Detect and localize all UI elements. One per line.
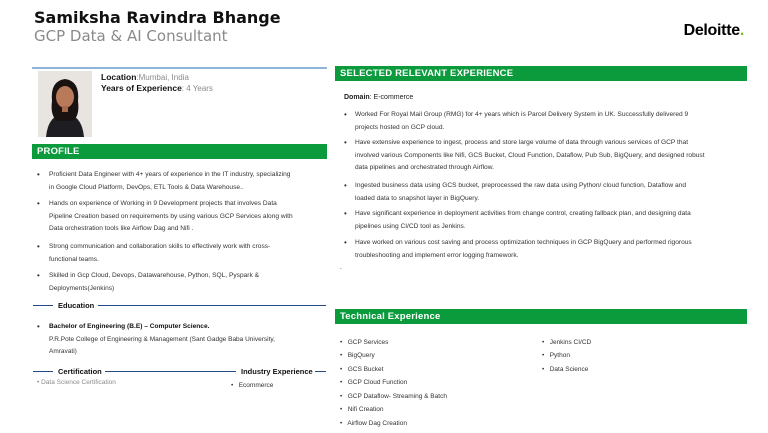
industry-item: • Ecommerce [231, 382, 274, 389]
education-header: Education [58, 301, 95, 310]
bullet-line: Data orchestration tools like Airflow Dag and Nifi . [49, 225, 194, 232]
certification-header: Certification [58, 367, 102, 376]
logo-dot: . [739, 22, 744, 39]
profile-header: PROFILE [32, 144, 327, 159]
location-label: Location [101, 72, 137, 82]
tech-text: GCP Dataflow- Streaming & Batch [347, 393, 447, 400]
domain-label: Domain [344, 94, 370, 101]
tech-item: • BigQuery [340, 352, 375, 359]
domain-value: : E-commerce [369, 94, 414, 101]
bullet-line: • Have extensive experience to ingest, process and store large volume of data through various services of GCP that [355, 139, 689, 146]
profile-bullet [37, 169, 327, 194]
candidate-name: Samiksha Ravindra Bhange [34, 8, 281, 27]
experience-header: SELECTED RELEVANT EXPERIENCE [335, 66, 747, 81]
tech-item: • Jenkins CI/CD [542, 339, 592, 346]
certification-text: Data Science Certification [41, 379, 116, 386]
logo-text: Deloitte [683, 22, 740, 39]
tech-item: • Python [542, 352, 570, 359]
bullet-line: Pipeline Creation based on requirements by using various GCP Services along with [49, 212, 293, 220]
tech-text: Python [549, 352, 570, 359]
tech-text: GCP Cloud Function [347, 379, 408, 386]
domain-line [344, 94, 413, 101]
deloitte-logo [684, 22, 744, 40]
bullet-line: • Proficient Data Engineer with 4+ years of experience in the IT industry, specializing [49, 171, 291, 178]
bullet-line: pipelines using CI/CD tool as Jenkins. [355, 222, 466, 230]
bullet-line: • Ingested business data using GCS bucket, preprocessed the raw data using Python/ cloud function, Dataflow and [355, 182, 686, 189]
bullet-line: data pipelines and orchestrated through Airflow. [355, 164, 494, 171]
experience-bullet [344, 137, 748, 175]
location-line [101, 72, 189, 82]
education-rule-right [98, 305, 326, 306]
profile-bullet [37, 241, 327, 266]
degree: • Bachelor of Engineering (B.E) – Computer Science. [49, 323, 210, 330]
bullet-line: • Strong communication and collaboration skills to effectively work with cross- [49, 243, 271, 250]
tech-item: • GCP Cloud Function [340, 379, 408, 386]
bullet-line: • Hands on experience of Working in 9 Development projects that involves Data [49, 200, 277, 207]
bullet-line: loaded data to snapshot layer in BigQuery. [355, 194, 480, 202]
bullet-line: • Have worked on various cost saving and process optimization techniques in GCP BigQuery and performed rigorous [355, 239, 692, 246]
bullet-line: functional teams. [49, 255, 99, 263]
certification-item: • Data Science Certification [37, 379, 116, 386]
experience-value: : 4 Years [181, 84, 213, 93]
tech-item: • GCS Bucket [340, 366, 384, 373]
experience-bullet [344, 180, 748, 205]
tech-item: • GCP Dataflow- Streaming & Batch [340, 393, 447, 400]
experience-bullet [344, 109, 748, 134]
bullet-line: Deployments(Jenkins) [49, 284, 115, 292]
college-line: Amravati) [49, 347, 77, 355]
profile-bullet [37, 270, 327, 295]
tech-text: Nifi Creation [347, 406, 384, 413]
technical-header: Technical Experience [335, 309, 747, 324]
bullet-line: projects hosted on GCP cloud. [355, 123, 445, 131]
tech-text: BigQuery [347, 352, 375, 359]
certification-rule-right [105, 371, 219, 372]
tech-item: • GCP Services [340, 339, 389, 346]
college [49, 334, 275, 357]
bullet-line: • Worked For Royal Mail Group (RMG) for 4+ years which is Parcel Delivery System in UK. Successfully delivered 9 [355, 111, 689, 118]
person-photo-icon [38, 71, 92, 137]
tech-item: • Airflow Dag Creation [340, 420, 407, 427]
experience-bullet [344, 237, 748, 262]
education-rule-left [33, 305, 53, 306]
college-line: P.R.Pote College of Engineering & Management (Sant Gadge Baba University, [49, 336, 275, 343]
left-top-rule [32, 67, 327, 69]
tech-text: Airflow Dag Creation [347, 420, 407, 427]
trailing-dot: . [340, 264, 342, 271]
bullet-line: in Google Cloud Platform, DevOps, ETL Tools & Data Warehouse.. [49, 183, 244, 191]
bullet-line: involved various Components like Nifi, GCS Bucket, Cloud Function, Dataflow, Pub Sub, BigQuery, and designed robust [355, 151, 705, 159]
certification-rule-left [33, 371, 53, 372]
profile-bullet [37, 198, 327, 236]
bullet-line: • Skilled in Gcp Cloud, Devops, Datawarehouse, Python, SQL, Pyspark & [49, 272, 260, 279]
profile-photo [38, 71, 92, 137]
tech-text: Data Science [549, 366, 589, 373]
experience-label: Years of Experience [101, 83, 182, 93]
bullet-line: • Have significant experience in deployment activities from change control, creating fallback plan, and designing data [355, 210, 691, 217]
industry-header: Industry Experience [241, 367, 313, 376]
industry-rule-left [206, 371, 236, 372]
bullet-line: troubleshooting and implement error logging framework. [355, 251, 519, 259]
tech-item: • Nifi Creation [340, 406, 384, 413]
experience-bullet [344, 208, 748, 233]
location-value: :Mumbai, India [136, 73, 189, 82]
candidate-role: GCP Data & AI Consultant [34, 27, 228, 45]
industry-text: Ecommerce [238, 382, 274, 389]
tech-item: • Data Science [542, 366, 589, 373]
industry-rule-right [315, 371, 326, 372]
tech-text: GCS Bucket [347, 366, 384, 373]
education-entry [37, 321, 327, 334]
tech-text: Jenkins CI/CD [549, 339, 592, 346]
tech-text: GCP Services [347, 339, 389, 346]
experience-line [101, 83, 213, 93]
